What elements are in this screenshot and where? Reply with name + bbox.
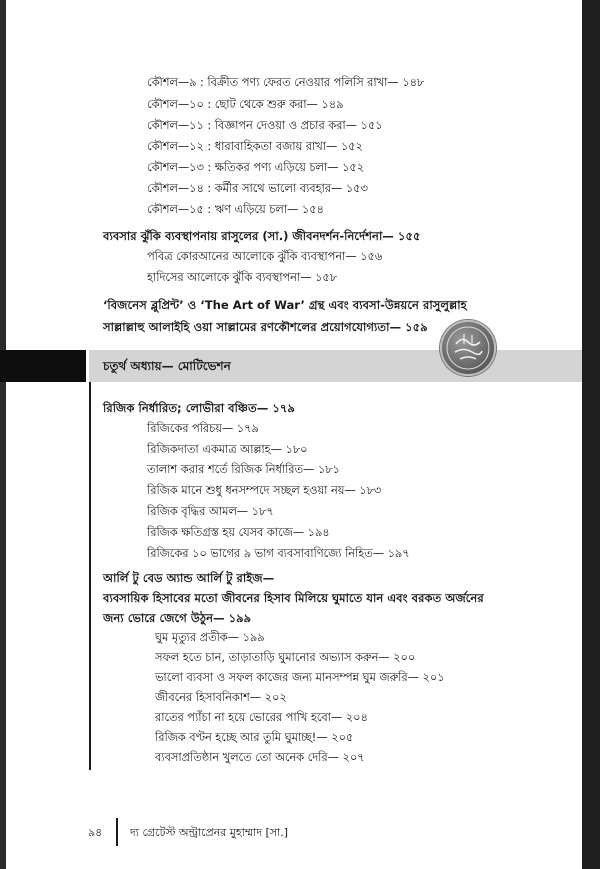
chapter-title[interactable]: চতুর্থ অধ্যায়— মোটিভেশন	[103, 359, 231, 373]
toc-entry[interactable]: সফল হতে চান, তাড়াতাড়ি ঘুমানোর অভ্যাস করুন— ২০০	[155, 651, 416, 664]
toc-entry[interactable]: তালাশ করার শর্তে রিজিক নির্ধারিত— ১৮১	[147, 463, 340, 476]
toc-heading-cont[interactable]: ব্যবসায়িক হিসাবের মতো জীবনের হিসাব মিলিয়ে ঘুমাতে যান এবং বরকত অর্জনের	[103, 591, 484, 605]
toc-entry[interactable]: রিজিক মানে শুধু ধনসম্পদে সচ্ছল হওয়া নয়— ১৮৩	[147, 484, 382, 497]
toc-entry[interactable]: রিজিক বৃদ্ধির আমল— ১৮৭	[147, 505, 274, 518]
toc-heading[interactable]: আর্লি টু বেড অ্যান্ড আর্লি টু রাইজ—	[103, 571, 275, 585]
toc-entry[interactable]: রিজিকদাতা একমাত্র আল্লাহ— ১৮০	[147, 443, 308, 456]
chapter-bar	[0, 350, 600, 382]
toc-heading-cont[interactable]: জন্য ভোরে জেগে উঠুন— ১৯৯	[103, 611, 252, 625]
toc-entry[interactable]: ব্যবসাপ্রতিষ্ঠান খুলতে তো অনেক দেরি— ২০৭	[155, 751, 365, 764]
toc-heading-cont[interactable]: সাল্লাল্লাহু আলাইহি ওয়া সাল্লামের রণকৌশলের প্রয়োগযোগ্যতা— ১৫৯	[103, 320, 428, 334]
toc-entry[interactable]: কৌশল—১২ : ধারাবাহিকতা বজায় রাখা— ১৫২	[147, 140, 363, 153]
toc-entry[interactable]: কৌশল—১০ : ছোট থেকে শুরু করা— ১৪৯	[147, 98, 344, 111]
toc-entry[interactable]: কৌশল—১১ : বিজ্ঞাপন দেওয়া ও প্রচার করা— ১৫১	[147, 119, 383, 132]
chapter-vertical-rule	[89, 382, 91, 770]
toc-entry[interactable]: জীবনের হিসাবনিকাশ— ২০২	[155, 691, 287, 704]
toc-entry[interactable]: রিজিকের ১০ ভাগের ৯ ভাগ ব্যবসাবাণিজ্যে নিহিত— ১৯৭	[147, 547, 410, 560]
toc-entry[interactable]: হাদিসের আলোকে ঝুঁকি ব্যবস্থাপনা— ১৫৮	[147, 271, 338, 284]
toc-entry[interactable]: ভালো ব্যবসা ও সফল কাজের জন্য মানসম্পন্ন ঘুম জরুরি— ২০১	[155, 671, 445, 684]
toc-entry[interactable]: ঘুম মৃত্যুর প্রতীক— ১৯৯	[155, 631, 265, 644]
toc-entry[interactable]: কৌশল—৯ : বিক্রীত পণ্য ফেরত নেওয়ার পলিসি রাখা— ১৪৮	[147, 76, 425, 89]
toc-entry[interactable]: পবিত্র কোরআনের আলোকে ঝুঁকি ব্যবস্থাপনা— ১৫৬	[147, 250, 383, 263]
toc-entry[interactable]: রাতের প্যাঁচা না হয়ে ভোরের পাখি হবো— ২০৪	[155, 711, 368, 724]
toc-entry[interactable]: রিজিক বণ্টন হচ্ছে আর তুমি ঘুমাচ্ছ!— ২০৫	[155, 731, 354, 744]
toc-heading[interactable]: ব্যবসার ঝুঁকি ব্যবস্থাপনায় রাসুলের (সা.) জীবনদর্শন-নির্দেশনা— ১৫৫	[103, 229, 421, 243]
toc-entry[interactable]: রিজিকের পরিচয়— ১৭৯	[147, 422, 259, 435]
toc-heading[interactable]: রিজিক নির্ধারিত; লোভীরা বঞ্চিত— ১৭৯	[103, 401, 295, 415]
page-edge	[582, 0, 600, 869]
toc-heading[interactable]: ‘বিজনেস ব্লুপ্রিন্ট’ ও ‘The Art of War’ গ্রন্থ এবং ব্যবসা-উন্নয়নে রাসুলুল্লাহ	[103, 298, 467, 312]
chapter-marker	[0, 350, 86, 382]
toc-entry[interactable]: কৌশল—১৩ : ক্ষতিকর পণ্য এড়িয়ে চলা— ১৫২	[147, 161, 365, 174]
running-footer-title: দ্য গ্রেটেস্ট অন্ট্রাপ্রেনর মুহাম্মাদ [সা.]	[130, 826, 289, 839]
page-number: ৯৪	[88, 826, 103, 839]
toc-entry[interactable]: কৌশল—১৪ : কর্মীর সাথে ভালো ব্যবহার— ১৫৩	[147, 182, 368, 195]
calligraphy-seal-icon	[440, 320, 496, 376]
toc-entry[interactable]: রিজিক ক্ষতিগ্রস্ত হয় যেসব কাজে— ১৯৪	[147, 526, 330, 539]
toc-entry[interactable]: কৌশল—১৫ : ঋণ এড়িয়ে চলা— ১৫৪	[147, 203, 324, 216]
footer-divider	[116, 818, 118, 846]
